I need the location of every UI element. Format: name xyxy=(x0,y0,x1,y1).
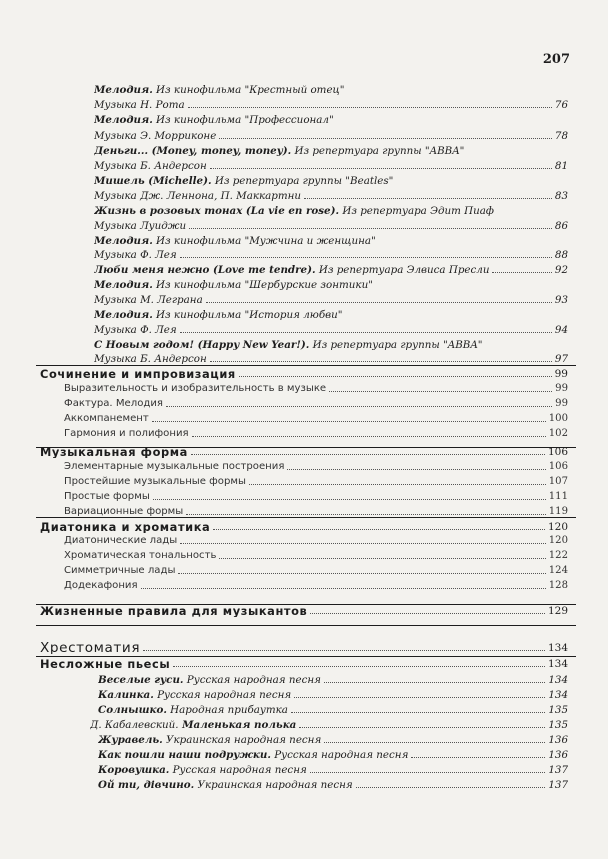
toc-entry-title-note: Русская народная песня xyxy=(183,674,321,686)
toc-leader-dots xyxy=(153,499,546,500)
toc-entry-title-main: Как пошли наши подружки. xyxy=(98,749,271,761)
toc-page-number: 86 xyxy=(554,220,568,232)
rule-under-sochinenie xyxy=(36,447,576,448)
toc-entry-p8 xyxy=(98,775,568,791)
toc-page-number: 122 xyxy=(548,550,568,561)
toc-page-number: 129 xyxy=(547,605,568,617)
toc-page-number: 135 xyxy=(548,704,568,716)
toc-entry-title xyxy=(98,779,353,791)
toc-page-number: 94 xyxy=(554,324,568,336)
toc-entry-title-main: Мелодия. xyxy=(94,84,153,96)
toc-entry-title-main: Ой ти, дівчино. xyxy=(98,779,195,791)
toc-entry-e2 xyxy=(94,95,568,111)
toc-entry-title-main: Простейшие музыкальные формы xyxy=(64,476,246,487)
toc-leader-dots xyxy=(299,727,545,728)
toc-entry-s2 xyxy=(40,442,568,458)
toc-leader-dots xyxy=(356,787,546,788)
toc-leader-dots xyxy=(141,588,546,589)
toc-leader-dots xyxy=(191,454,545,455)
toc-entry-s5 xyxy=(40,634,568,654)
toc-entry-p3 xyxy=(98,700,568,716)
toc-entry-s3d xyxy=(64,576,568,592)
toc-entry-title-main: Музыка Ф. Лея xyxy=(94,324,177,336)
toc-page-number: 128 xyxy=(548,580,568,591)
toc-entry-e5 xyxy=(94,141,568,157)
toc-entry-p5 xyxy=(98,730,568,746)
toc-entry-e9 xyxy=(94,201,568,217)
toc-leader-dots xyxy=(152,421,546,422)
toc-leader-dots xyxy=(178,573,545,574)
toc-entry-title-main: Музыка Луиджи xyxy=(94,220,187,232)
toc-entry-title-main: Диатонические лады xyxy=(64,535,178,546)
toc-entry-s1 xyxy=(40,364,568,380)
toc-entry-title-main: Музыка Б. Андерсон xyxy=(94,160,207,172)
toc-entry-e1 xyxy=(94,80,568,96)
toc-entry-title-main: Несложные пьесы xyxy=(40,658,171,670)
toc-entry-s3b xyxy=(64,546,568,562)
toc-entry-s1a xyxy=(64,379,568,395)
toc-page-number: 81 xyxy=(554,160,568,172)
toc-leader-dots xyxy=(173,666,545,667)
toc-entry-title xyxy=(40,658,170,670)
toc-leader-dots xyxy=(239,376,552,377)
toc-entry-title-main: Диатоника и хроматика xyxy=(40,521,211,533)
toc-entry-s3c xyxy=(64,561,568,577)
toc-entry-e17 xyxy=(94,320,568,336)
toc-leader-dots xyxy=(143,650,545,651)
toc-page-number: 100 xyxy=(548,413,568,424)
toc-entry-s1c xyxy=(64,409,568,425)
toc-entry-e13 xyxy=(94,260,568,276)
toc-page-number: 137 xyxy=(548,764,568,776)
toc-entry-title-main: Деньги... (Money, money, money). xyxy=(94,145,292,157)
toc-entry-title-note: Русская народная песня xyxy=(169,764,307,776)
rule-under-hrestomatiya xyxy=(36,656,576,657)
toc-page-number: 106 xyxy=(547,446,568,458)
toc-page-number: 99 xyxy=(555,398,568,409)
toc-entry-title-main: Хроматическая тональность xyxy=(64,550,217,561)
toc-entry-title-note: Из кинофильма "История любви" xyxy=(152,309,343,321)
toc-leader-dots xyxy=(180,332,552,333)
toc-entry-title-main: Мелодия. xyxy=(94,309,153,321)
toc-leader-dots xyxy=(210,168,552,169)
toc-entry-title-main: Выразительность и изобразительность в музыке xyxy=(64,383,327,394)
rule-under-songs xyxy=(36,365,576,366)
toc-entry-s2b xyxy=(64,472,568,488)
toc-page-number: 136 xyxy=(548,734,568,746)
toc-entry-s2c xyxy=(64,487,568,503)
toc-leader-dots xyxy=(310,613,545,614)
toc-page-number: 135 xyxy=(548,719,568,731)
toc-page-number: 120 xyxy=(547,521,568,533)
toc-page-number: 119 xyxy=(548,506,568,517)
toc-leader-dots xyxy=(219,558,545,559)
toc-page-number: 78 xyxy=(554,130,568,142)
toc-leader-dots xyxy=(206,302,552,303)
toc-entry-title-main: Аккомпанемент xyxy=(64,413,149,424)
toc-entry-s2a xyxy=(64,457,568,473)
toc-leader-dots xyxy=(329,391,552,392)
toc-page-number: 134 xyxy=(548,674,568,686)
toc-entry-e10 xyxy=(94,216,568,232)
toc-page-number: 97 xyxy=(554,353,568,365)
toc-leader-dots xyxy=(324,682,545,683)
toc-entry-title-main: Симметричные лады xyxy=(64,565,176,576)
toc-entry-title-note: Украинская народная песня xyxy=(194,779,353,791)
toc-entry-title-main: Музыка Э. Морриконе xyxy=(94,130,217,142)
toc-entry-title-main: Музыка Ф. Лея xyxy=(94,249,177,261)
toc-page-number: 88 xyxy=(554,249,568,261)
toc-leader-dots xyxy=(411,757,545,758)
toc-entry-title-main: Веселые гуси. xyxy=(98,674,184,686)
toc-leader-dots xyxy=(294,697,545,698)
toc-entry-title-note: Из репертуара Эдит Пиаф xyxy=(339,205,494,217)
toc-entry-title-main: Музыка Н. Рота xyxy=(94,99,185,111)
toc-entry-e8 xyxy=(94,186,568,202)
toc-entry-title-main: Элементарные музыкальные построения xyxy=(64,461,285,472)
toc-page-number: 134 xyxy=(547,658,568,670)
toc-leader-dots xyxy=(324,742,545,743)
toc-entry-title-note: Русская народная песня xyxy=(153,689,292,701)
toc-entry-title-main: Гармония и полифония xyxy=(64,428,189,439)
toc-entry-e14 xyxy=(94,275,568,291)
toc-leader-dots xyxy=(287,469,545,470)
toc-entry-title-main: Мишель (Michelle). xyxy=(94,175,212,187)
toc-entry-p7 xyxy=(98,760,568,776)
toc-entry-title-main: Коровушка. xyxy=(98,764,170,776)
toc-entry-title-main: Музыка Б. Андерсон xyxy=(94,353,207,365)
toc-entry-e6 xyxy=(94,156,568,172)
toc-leader-dots xyxy=(291,712,545,713)
toc-entry-title-note: Народная прибаутка xyxy=(166,704,288,716)
toc-entry-title-main: Солнышко. xyxy=(98,704,167,716)
toc-leader-dots xyxy=(492,272,551,273)
toc-leader-dots xyxy=(310,772,546,773)
toc-entry-title-main: Фактура. Мелодия xyxy=(64,398,163,409)
toc-entry-title xyxy=(94,114,334,126)
toc-entry-title xyxy=(64,428,189,440)
toc-page-number: 99 xyxy=(555,383,568,394)
toc-entry-s1b xyxy=(64,394,568,410)
toc-leader-dots xyxy=(213,529,545,530)
toc-entry-title-main: Люби меня нежно (Love me tendre). xyxy=(94,264,316,276)
toc-entry-p6 xyxy=(98,745,568,761)
toc-entry-title-main: Сочинение и импровизация xyxy=(40,368,236,380)
toc-entry-title xyxy=(40,642,140,654)
toc-entry-p1 xyxy=(98,670,568,686)
toc-entry-title-note: Из репертуара группы "Beatles" xyxy=(211,175,394,187)
toc-leader-dots xyxy=(304,198,552,199)
toc-entry-title-main: Додекафония xyxy=(64,580,138,591)
toc-leader-dots xyxy=(186,514,545,515)
toc-entry-title-main: Хрестоматия xyxy=(40,642,141,654)
toc-page-number: 107 xyxy=(548,476,568,487)
toc-entry-title-main: Музыка Дж. Леннона, П. Маккартни xyxy=(94,190,302,202)
toc-page-number: 134 xyxy=(547,642,568,654)
toc-entry-title xyxy=(64,580,138,592)
toc-entry-title-note: Маленькая полька xyxy=(178,719,297,731)
toc-entry-e7 xyxy=(94,171,568,187)
toc-page-number: 111 xyxy=(548,491,568,502)
toc-entry-title-note: Из кинофильма "Профессионал" xyxy=(152,114,334,126)
toc-entry-title-note: Из кинофильма "Шербурские зонтики" xyxy=(152,279,373,291)
toc-leader-dots xyxy=(180,257,552,258)
toc-entry-title-main: Музыка М. Леграна xyxy=(94,294,203,306)
toc-page-number: 134 xyxy=(548,689,568,701)
rule-under-forma xyxy=(36,517,576,518)
toc-entry-title-note: Из кинофильма "Мужчина и женщина" xyxy=(152,235,376,247)
toc-entry-s1d xyxy=(64,424,568,440)
toc-entry-title-main: Журавель. xyxy=(98,734,163,746)
toc-entry-title xyxy=(40,605,307,617)
toc-leader-dots xyxy=(188,107,552,108)
toc-entry-e16 xyxy=(94,305,568,321)
toc-entry-title-main: Жизнь в розовых тонах (La vie en rose). xyxy=(94,205,340,217)
toc-page-number: 124 xyxy=(548,565,568,576)
toc-entry-title-main: Вариационные формы xyxy=(64,506,184,517)
toc-entry-e15 xyxy=(94,290,568,306)
toc-page-number: 83 xyxy=(554,190,568,202)
toc-entry-title-main: Д. Кабалевский. xyxy=(90,719,179,731)
toc-page-number: 93 xyxy=(554,294,568,306)
toc-entry-p4 xyxy=(90,715,568,731)
toc-leader-dots xyxy=(219,138,552,139)
toc-page-number: 92 xyxy=(554,264,568,276)
toc-entry-title-main: Мелодия. xyxy=(94,114,153,126)
toc-entry-e3 xyxy=(94,110,568,126)
toc-entry-e4 xyxy=(94,126,568,142)
toc-page-number: 76 xyxy=(554,99,568,111)
toc-entry-title-main: Мелодия. xyxy=(94,279,153,291)
toc-leader-dots xyxy=(210,361,552,362)
rule-under-diatonika xyxy=(36,604,576,605)
toc-entry-title-main: Жизненные правила для музыкантов xyxy=(40,605,308,617)
rule-under-pravila xyxy=(36,625,576,626)
toc-leader-dots xyxy=(189,228,552,229)
toc-entry-title-note: Из репертуара группы "ABBA" xyxy=(291,145,465,157)
toc-entry-e12 xyxy=(94,245,568,261)
toc-page-number: 106 xyxy=(548,461,568,472)
toc-entry-title-main: Музыкальная форма xyxy=(40,446,188,458)
toc-entry-title-main: Мелодия. xyxy=(94,235,153,247)
toc-entry-s2d xyxy=(64,502,568,518)
toc-entry-e19 xyxy=(94,349,568,365)
toc-entry-p2 xyxy=(98,685,568,701)
toc-page-number: 99 xyxy=(554,368,568,380)
toc-leader-dots xyxy=(192,436,546,437)
toc-leader-dots xyxy=(249,484,546,485)
toc-entry-title-note: Из кинофильма "Крестный отец" xyxy=(152,84,345,96)
toc-page-number: 136 xyxy=(548,749,568,761)
toc-entry-title-main: Простые формы xyxy=(64,491,150,502)
toc-entry-title-note: Из репертуара Элвиса Пресли xyxy=(315,264,490,276)
toc-entry-title-note: Украинская народная песня xyxy=(162,734,322,746)
toc-entry-title-note: Русская народная песня xyxy=(270,749,409,761)
toc-leader-dots xyxy=(180,543,545,544)
toc-page-number: 120 xyxy=(548,535,568,546)
page-number: 207 xyxy=(542,52,570,67)
toc-entry-title-main: С Новым годом! (Happy New Year!). xyxy=(94,339,310,351)
toc-leader-dots xyxy=(166,406,552,407)
toc-entry-s3a xyxy=(64,531,568,547)
toc-page-number: 102 xyxy=(548,428,568,439)
toc-entry-title-note: Из репертуара группы "ABBA" xyxy=(309,339,483,351)
toc-entry-title-main: Калинка. xyxy=(98,689,154,701)
toc-page-number: 137 xyxy=(548,779,568,791)
